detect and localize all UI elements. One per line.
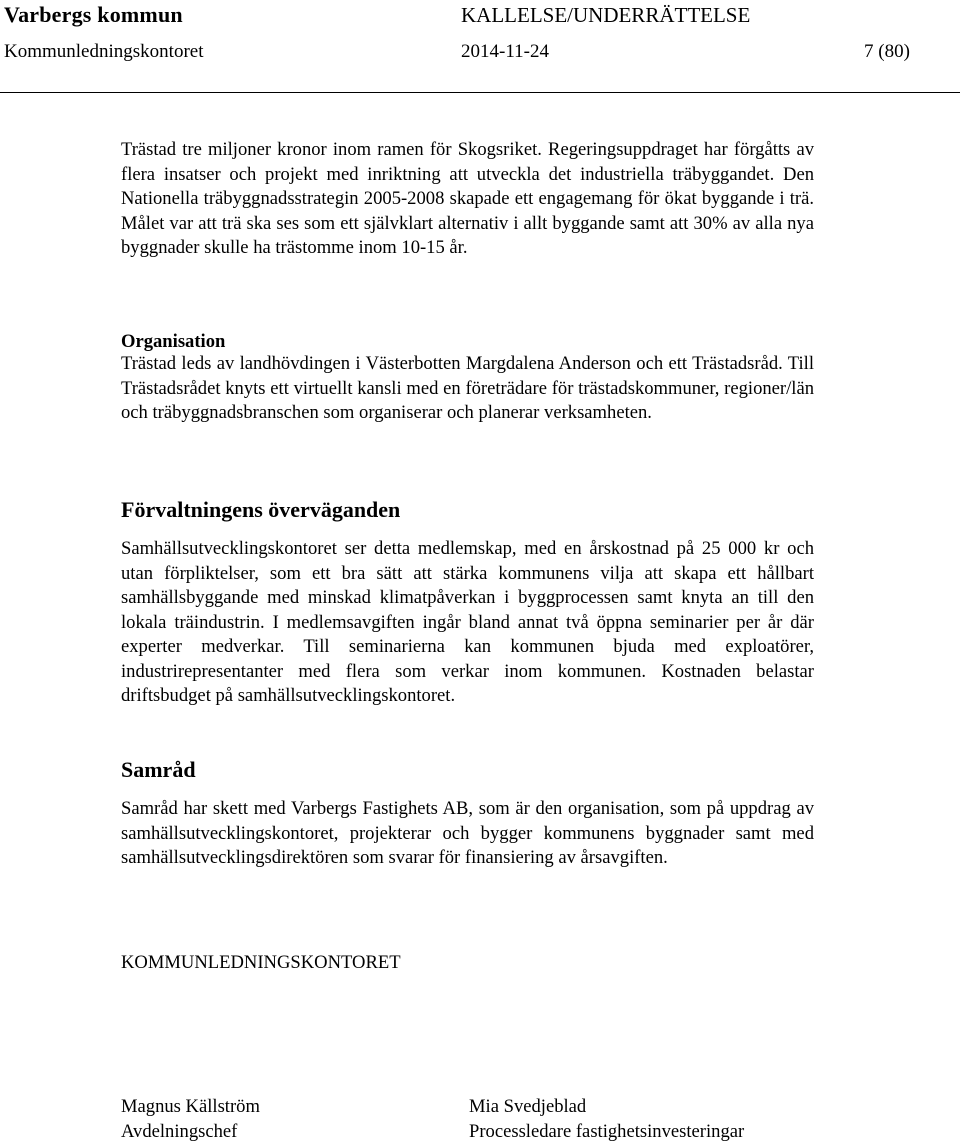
signatory-name: Mia Svedjeblad xyxy=(469,1096,587,1117)
signatory-title: Avdelningschef xyxy=(121,1121,238,1142)
forvaltning-paragraph: Samhällsutvecklingskontoret ser detta medlemskap, med en årskostnad på 25 000 kr och utan förpliktelser, som ett bra sätt att stärka kommunens vilja att skapa ett hållbart samhällsbyggande med minskad klimatpåverkan i byggprocessen samt knyta an till den lokala träindustrin. I medlemsavgiften ingår bland annat två öppna seminarier per år där experter medverkar. Till seminarierna kan kommunen bjuda med exploatörer, industrirepresentanter med flera som verkar inom kommunen. Kostnaden belastar driftsbudget på samhällsutvecklingskontoret. xyxy=(121,538,814,706)
samrad-heading: Samråd xyxy=(121,757,196,782)
header-date: 2014-11-24 xyxy=(461,41,549,62)
signatory-name: Magnus Källström xyxy=(121,1096,260,1117)
forvaltning-heading: Förvaltningens överväganden xyxy=(121,497,401,522)
header-page-number: 7 (80) xyxy=(864,41,910,62)
samrad-paragraph: Samråd har skett med Varbergs Fastighets AB, som är den organisation, som på uppdrag av samhällsutvecklingskontoret, projekterar och bygger kommunens byggnader samt med samhällsutvecklingsdirektören som svarar för finansiering av årsavgiften. xyxy=(121,798,814,868)
signature-block-left xyxy=(121,1094,260,1144)
header-divider xyxy=(0,92,960,93)
signatory-title: Processledare fastighetsinvesteringar xyxy=(469,1121,745,1142)
signature-block-right xyxy=(469,1094,744,1144)
header-organization: Varbergs kommun xyxy=(4,2,183,27)
organisation-paragraph: Trästad leds av landhövdingen i Västerbotten Margdalena Anderson och ett Trästadsråd. Till Trästadsrådet knyts ett virtuellt kansli med en företrädare för trästadskommuner, regioner/län och träbyggnadsbranschen som organiserar och planerar verksamheten. xyxy=(121,353,814,423)
office-name: KOMMUNLEDNINGSKONTORET xyxy=(121,952,401,973)
intro-paragraph: Trästad tre miljoner kronor inom ramen för Skogsriket. Regeringsuppdraget har förgåtts av flera insatser och projekt med inriktning att utveckla det industriella träbyggandet. Den Nationella träbyggnadsstrategin 2005-2008 skapade ett engagemang för ökat byggande i trä. Målet var att trä ska ses som ett självklart alternativ i allt byggande samt att 30% av alla nya byggnader skulle ha trästomme inom 10-15 år. xyxy=(121,139,814,258)
organisation-heading: Organisation xyxy=(121,331,226,352)
header-document-type: KALLELSE/UNDERRÄTTELSE xyxy=(461,3,751,27)
header-department: Kommunledningskontoret xyxy=(4,41,204,62)
